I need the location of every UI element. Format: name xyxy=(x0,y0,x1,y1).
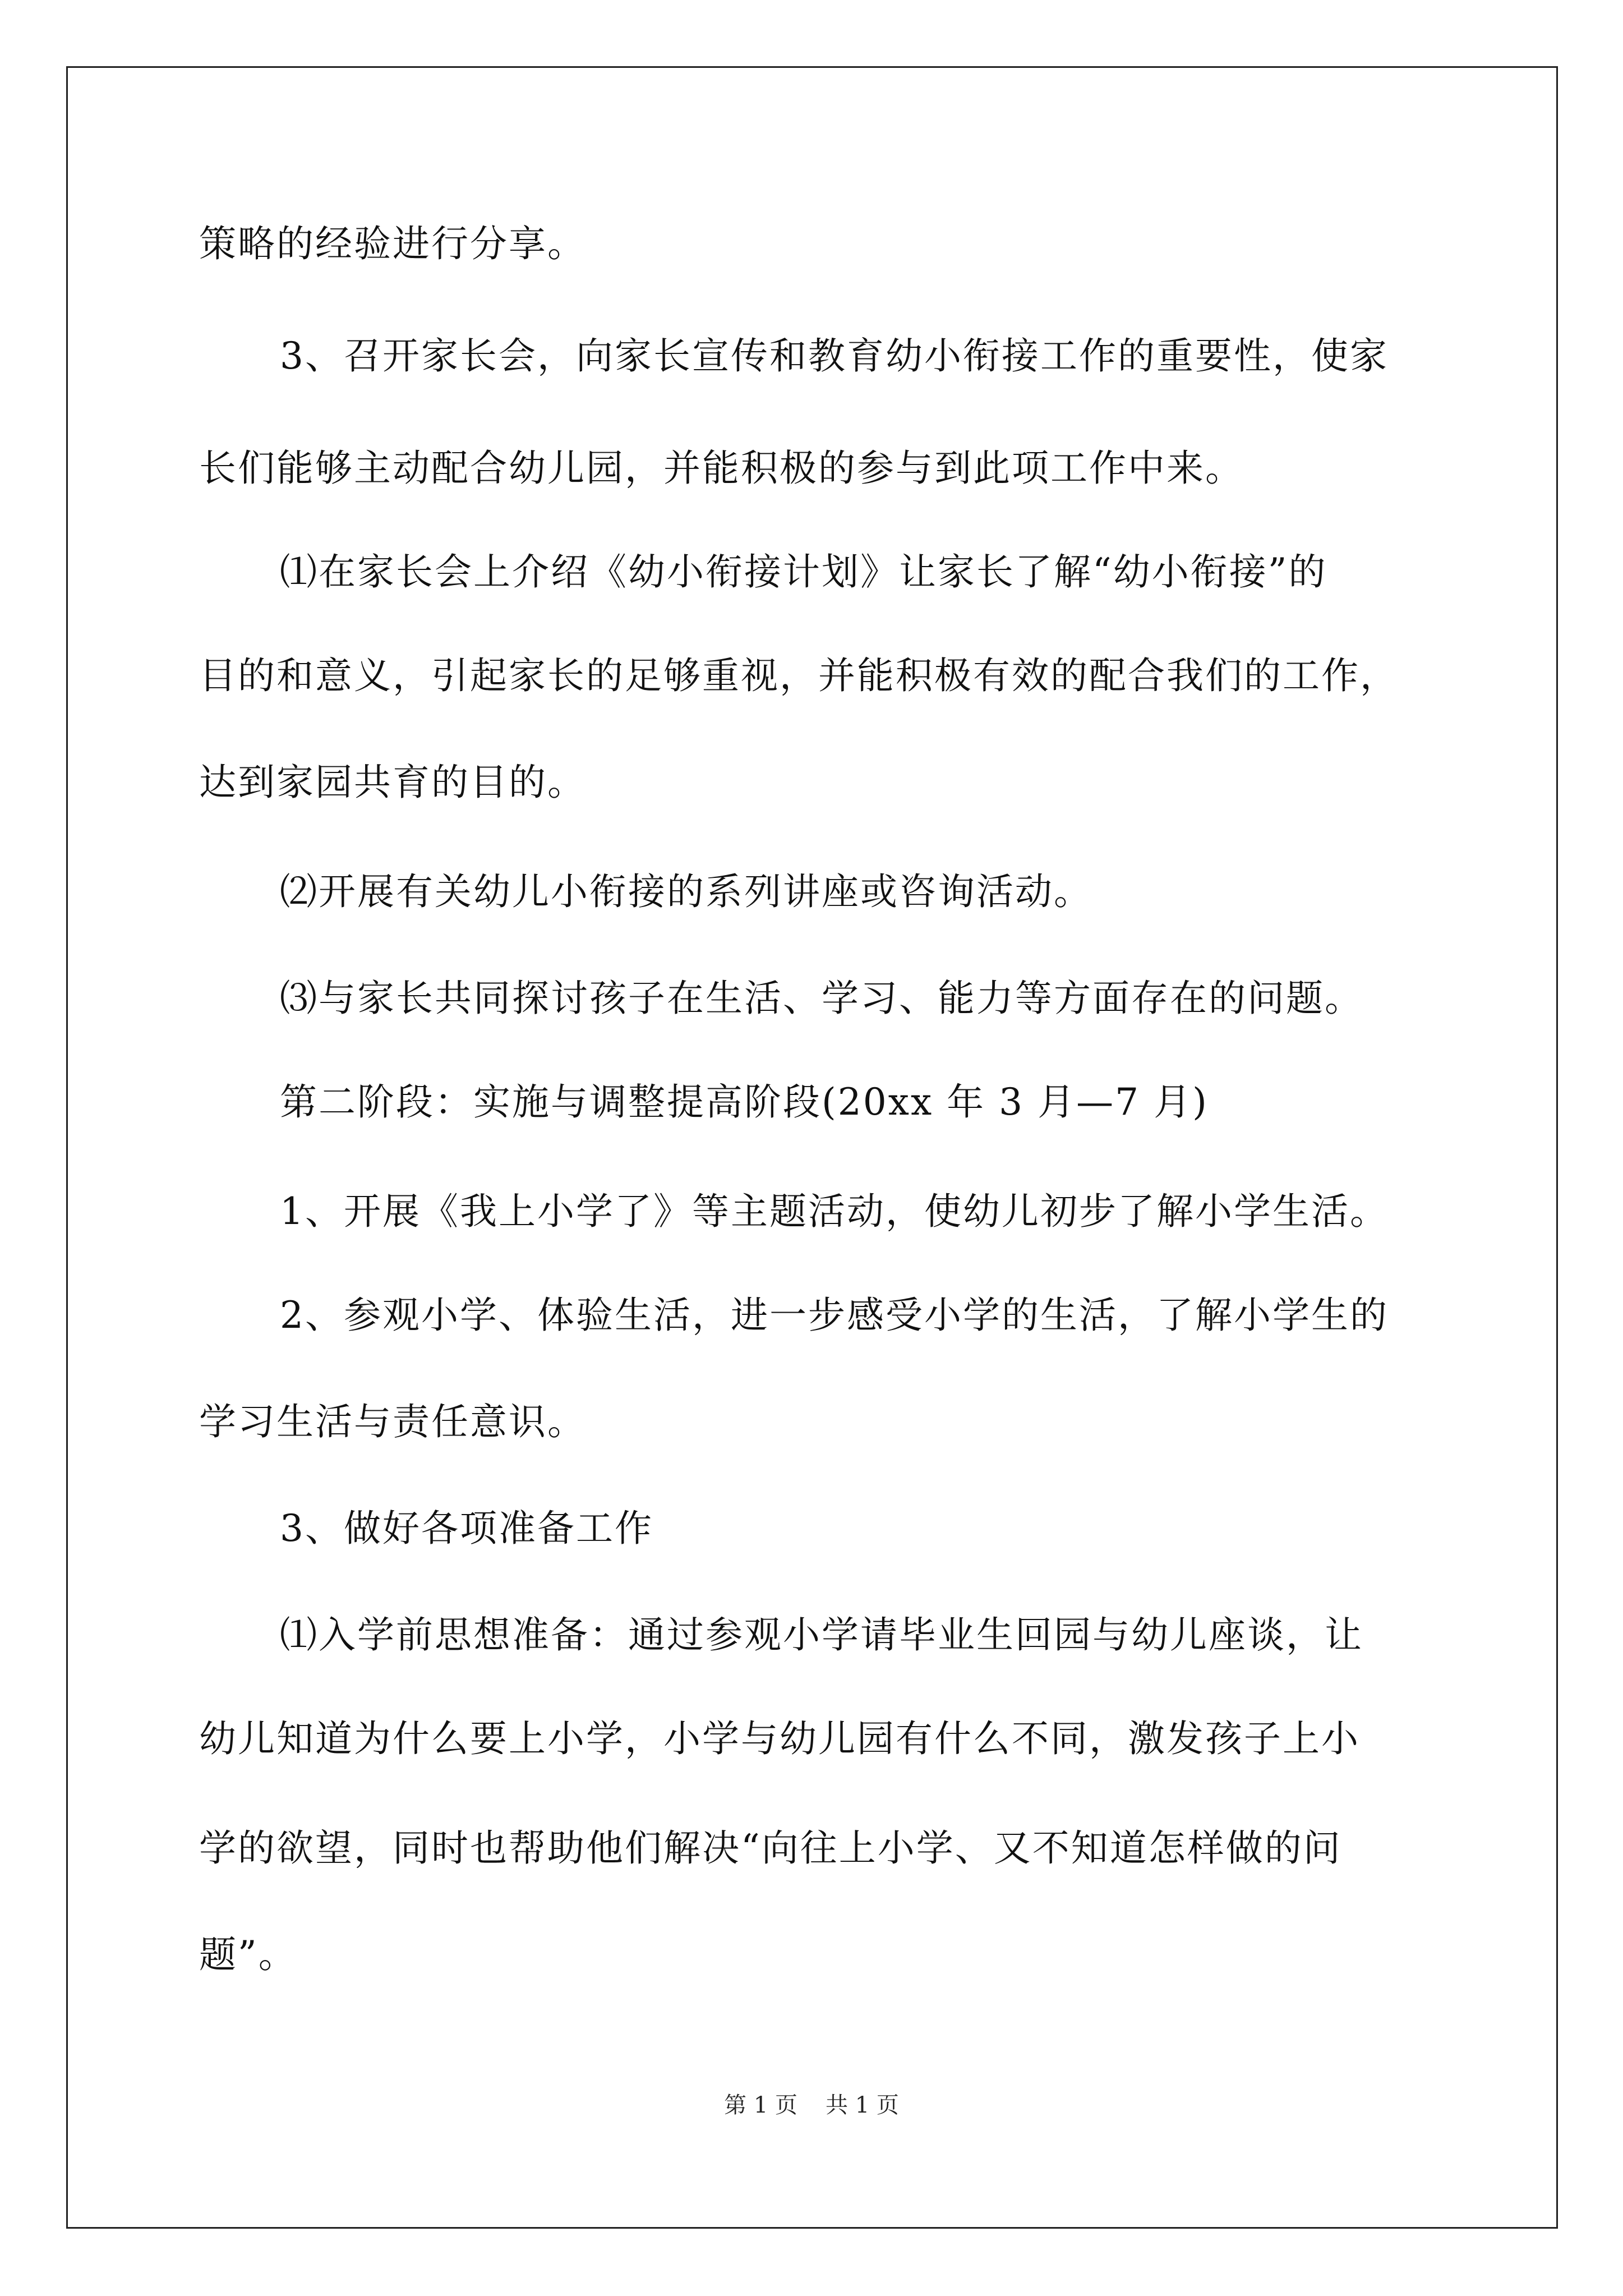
text-line: ⑵开展有关幼儿小衔接的系列讲座或咨询活动。 xyxy=(280,870,1092,913)
text-line: 题”。 xyxy=(199,1933,297,1976)
text-line: 长们能够主动配合幼儿园，并能积极的参与到此项工作中来。 xyxy=(199,447,1244,490)
text-line: 目的和意义，引起家长的足够重视，并能积极有效的配合我们的工作， xyxy=(199,654,1399,697)
text-line: 学的欲望，同时也帮助他们解决“向往上小学、又不知道怎样做的问 xyxy=(199,1826,1342,1870)
text-line: 3、做好各项准备工作 xyxy=(280,1507,653,1550)
text-line: 1、开展《我上小学了》等主题活动，使幼儿初步了解小学生活。 xyxy=(280,1190,1389,1233)
text-line: 2、参观小学、体验生活，进一步感受小学的生活，了解小学生的 xyxy=(280,1294,1389,1337)
text-line: 幼儿知道为什么要上小学，小学与幼儿园有什么不同，激发孩子上小 xyxy=(199,1717,1360,1760)
page-footer xyxy=(0,2091,1623,2119)
text-line: 达到家园共育的目的。 xyxy=(199,761,586,804)
text-line: ⑴入学前思想准备：通过参观小学请毕业生回园与幼儿座谈，让 xyxy=(280,1613,1363,1657)
page-number: 第 1 页 xyxy=(724,2092,797,2118)
text-line: 3、召开家长会，向家长宣传和教育幼小衔接工作的重要性，使家 xyxy=(280,334,1389,378)
text-line: ⑶与家长共同探讨孩子在生活、学习、能力等方面存在的问题。 xyxy=(280,977,1363,1020)
page-border xyxy=(66,66,1558,2229)
text-line: 第二阶段：实施与调整提高阶段(20xx 年 3 月—7 月) xyxy=(280,1080,1209,1124)
text-line: 学习生活与责任意识。 xyxy=(199,1400,586,1443)
text-line: 策略的经验进行分享。 xyxy=(199,222,586,265)
page-total: 共 1 页 xyxy=(826,2092,899,2118)
text-line: ⑴在家长会上介绍《幼小衔接计划》让家长了解“幼小衔接”的 xyxy=(280,550,1327,593)
